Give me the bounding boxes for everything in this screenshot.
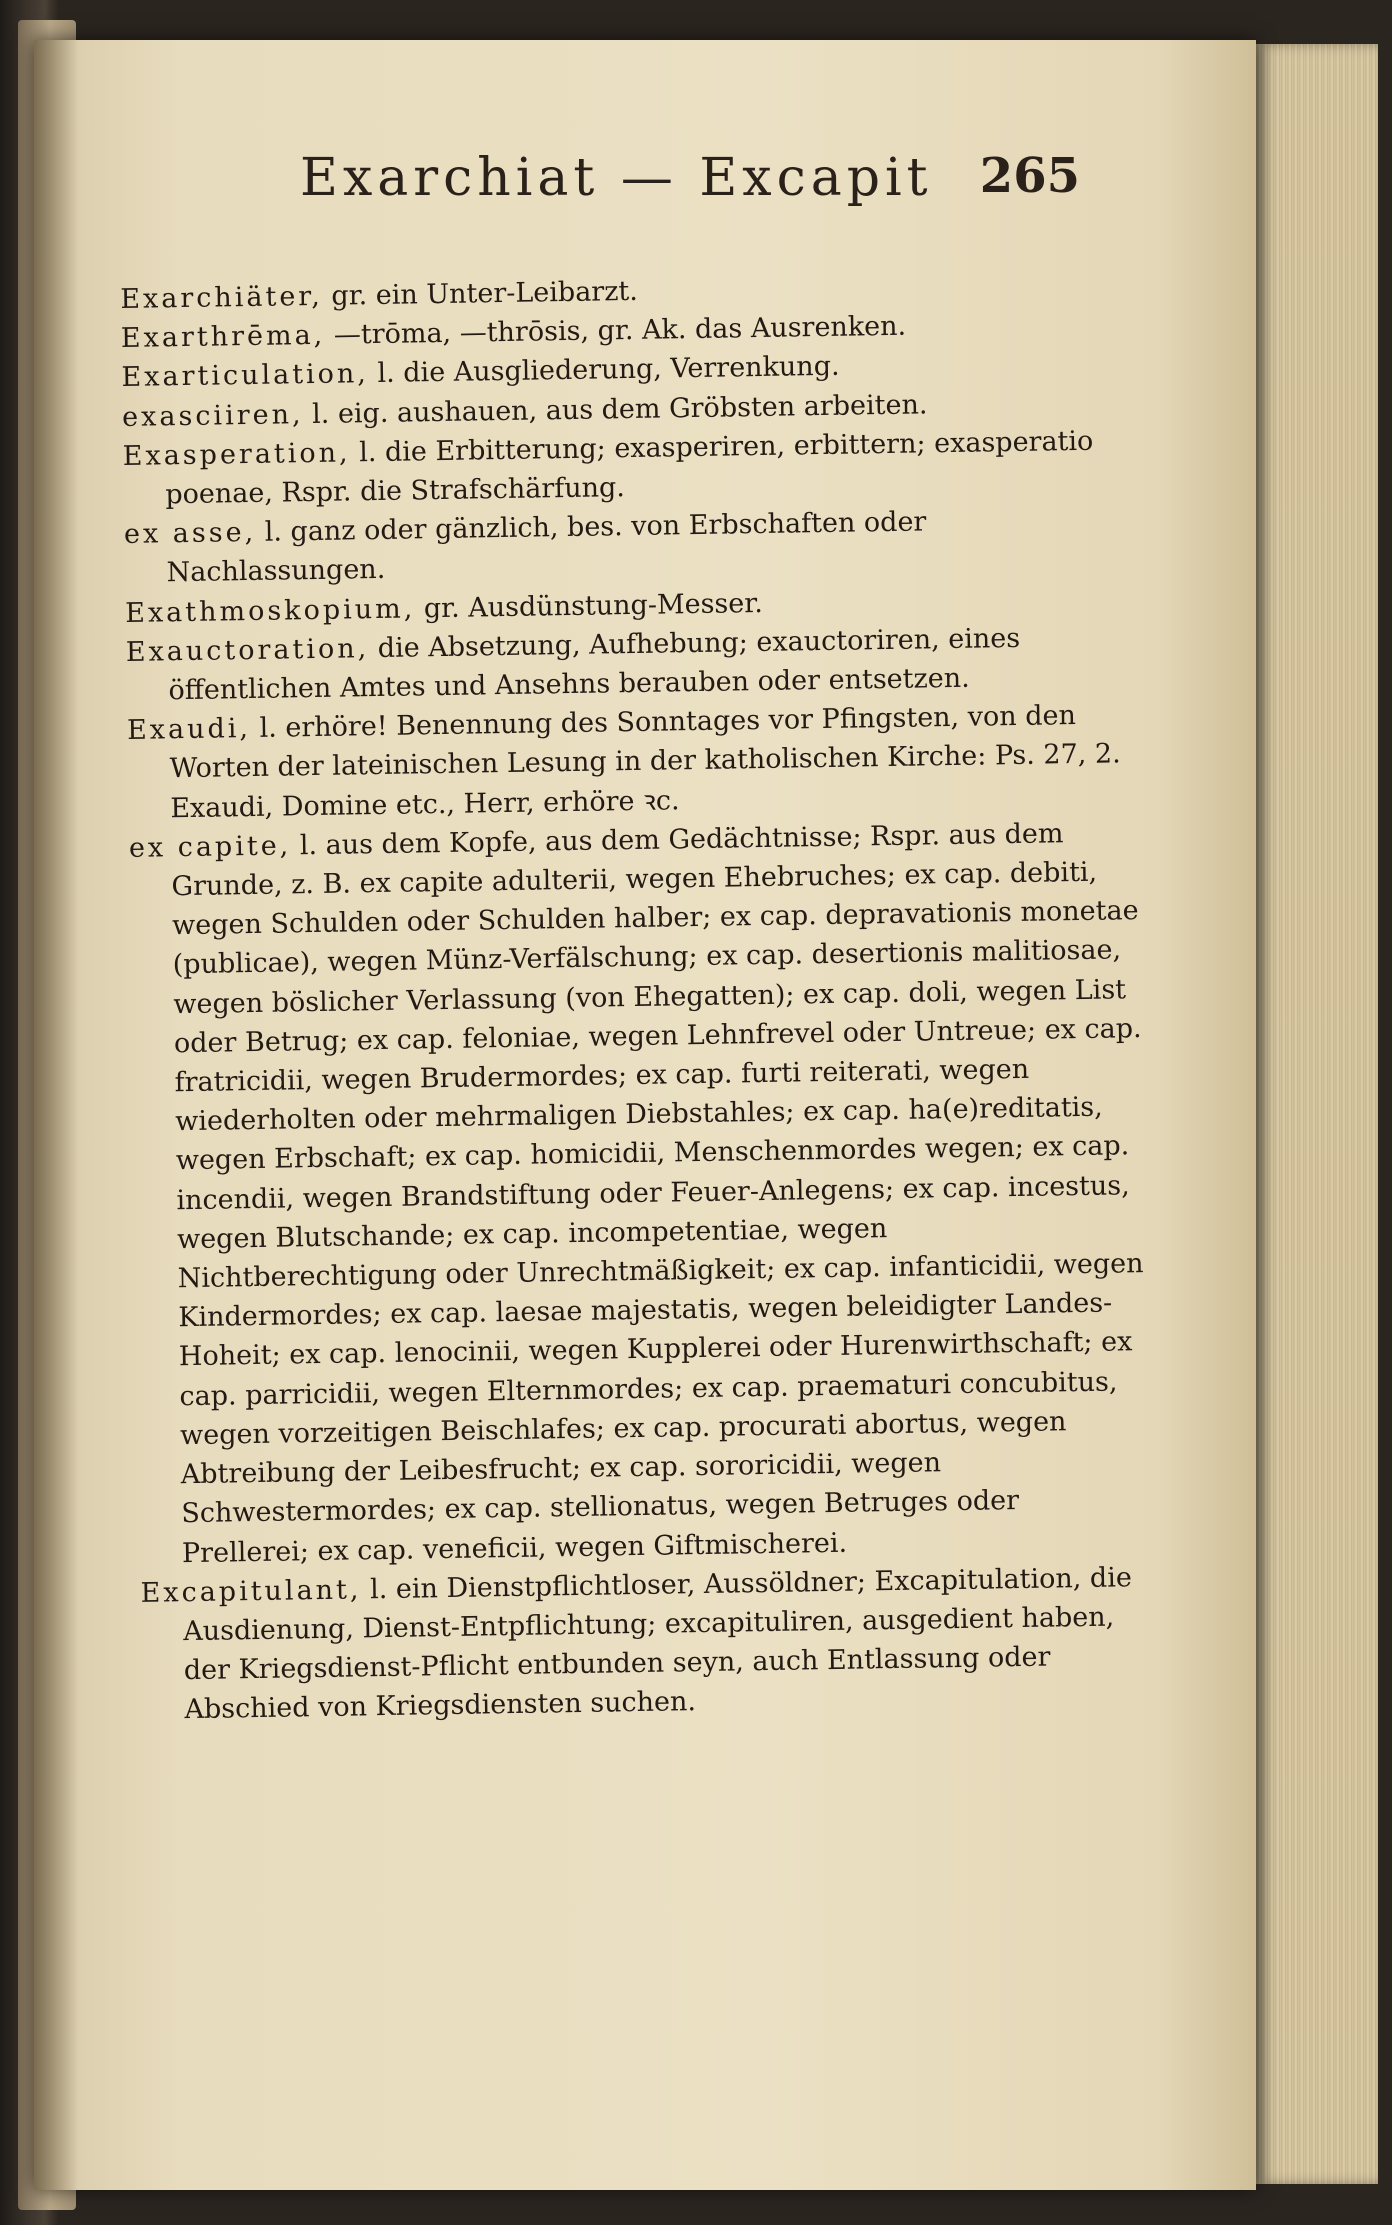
page-gutter-shadow bbox=[34, 40, 78, 2190]
headword: Excapitulant, bbox=[140, 1574, 362, 1609]
definition: l. die Erbitterung; exasperiren, erbittern; exasperatio poenae, Rspr. die Strafschärfung. bbox=[165, 425, 1094, 511]
running-head: Exarchiat — Excapit bbox=[300, 148, 933, 208]
headword: ex asse, bbox=[123, 517, 257, 551]
page-header bbox=[300, 148, 1080, 228]
entry-excapitulant bbox=[140, 1558, 1152, 1731]
headword: Exasperation, bbox=[122, 437, 351, 472]
entry-ex-capite bbox=[129, 813, 1151, 1574]
definition: l. aus dem Kopfe, aus dem Gedächtnisse; Rspr. aus dem Grunde, z. B. ex capite adulterii, wegen Ehebruches; ex cap. debiti, wegen Schulden oder Schulden halber; ex cap. depravationis monetae (publicae), wegen Münz-Verfälschung; ex cap. desertionis malitiosae, wegen böslicher Verlassung (von Ehegatten); ex cap. doli, wegen List oder Betrug; ex cap. feloniae, wegen Lehnfrevel oder Untreue; ex cap. fratricidii, wegen Brudermordes; ex cap. furti reiterati, wegen wiederholten oder mehrmaligen Diebstahles; ex cap. ha(e)reditatis, wegen Erbschaft; ex cap. homicidii, Menschenmordes wegen; ex cap. incendii, wegen Brandstiftung oder Feuer-Anlegens; ex cap. incestus, wegen Blutschande; ex cap. incompetentiae, wegen Nichtberechtigung oder Unrechtmäßigkeit; ex cap. infanticidii, wegen Kindermordes; ex cap. laesae majestatis, wegen beleidigter Landes-Hoheit; ex cap. lenocinii, wegen Kupplerei oder Hurenwirthschaft; ex cap. parricidii, wegen Elternmordes; ex cap. praematuri concubitus, wegen vorzeitigen Beischlafes; ex cap. procurati abortus, wegen Abtreibung der Leibesfrucht; ex cap. sororicidii, wegen Schwestermordes; ex cap. stellionatus, wegen Betruges oder Prellerei; ex cap. veneficii, wegen Giftmischerei. bbox=[171, 818, 1144, 1569]
page-number: 265 bbox=[979, 148, 1080, 204]
headword: Exauctoration, bbox=[125, 632, 370, 668]
definition: gr. Ausdünstung-Messer. bbox=[415, 587, 764, 625]
headword: exasciiren, bbox=[121, 398, 304, 433]
headword: Exarchiäter, bbox=[120, 280, 324, 315]
definition: die Absetzung, Aufhebung; exauctoriren, eines öffentlichen Amtes und Ansehns berauben oder entsetzen. bbox=[168, 622, 1021, 707]
headword: Exarthrēma, bbox=[120, 319, 326, 355]
headword: Exathmoskopium, bbox=[124, 593, 416, 629]
entry-exaudi bbox=[127, 695, 1139, 828]
definition: l. erhöre! Benennung des Sonntages vor Pfingsten, von den Worten der lateinischen Lesung in der katholischen Kirche: Ps. 27, 2. Exaudi, Domine etc., Herr, erhöre ꝛc. bbox=[169, 700, 1121, 824]
definition: l. die Ausgliederung, Verrenkung. bbox=[368, 351, 840, 390]
definition: l. ein Dienstpflichtloser, Aussöldner; Excapitulation, die Ausdienung, Dienst-Entpflichtung; excapituliren, ausgedient haben, der Kriegsdienst-Pflicht entbunden seyn, auch Entlassung oder Abschied von Kriegsdiensten suchen. bbox=[182, 1561, 1133, 1726]
right-page-stack bbox=[1256, 44, 1378, 2184]
definition: l. eig. aushauen, aus dem Gröbsten arbeiten. bbox=[303, 388, 928, 430]
definition: —trōma, —thrōsis, gr. Ak. das Ausrenken. bbox=[325, 310, 907, 351]
headword: ex capite, bbox=[128, 830, 292, 864]
headword: Exaudi, bbox=[126, 713, 252, 747]
definition: gr. ein Unter-Leibarzt. bbox=[322, 275, 639, 312]
dictionary-entries bbox=[120, 264, 1157, 1980]
headword: Exarticulation, bbox=[121, 358, 370, 394]
definition: l. ganz oder gänzlich, bes. von Erbschaften oder Nachlassungen. bbox=[166, 506, 927, 589]
